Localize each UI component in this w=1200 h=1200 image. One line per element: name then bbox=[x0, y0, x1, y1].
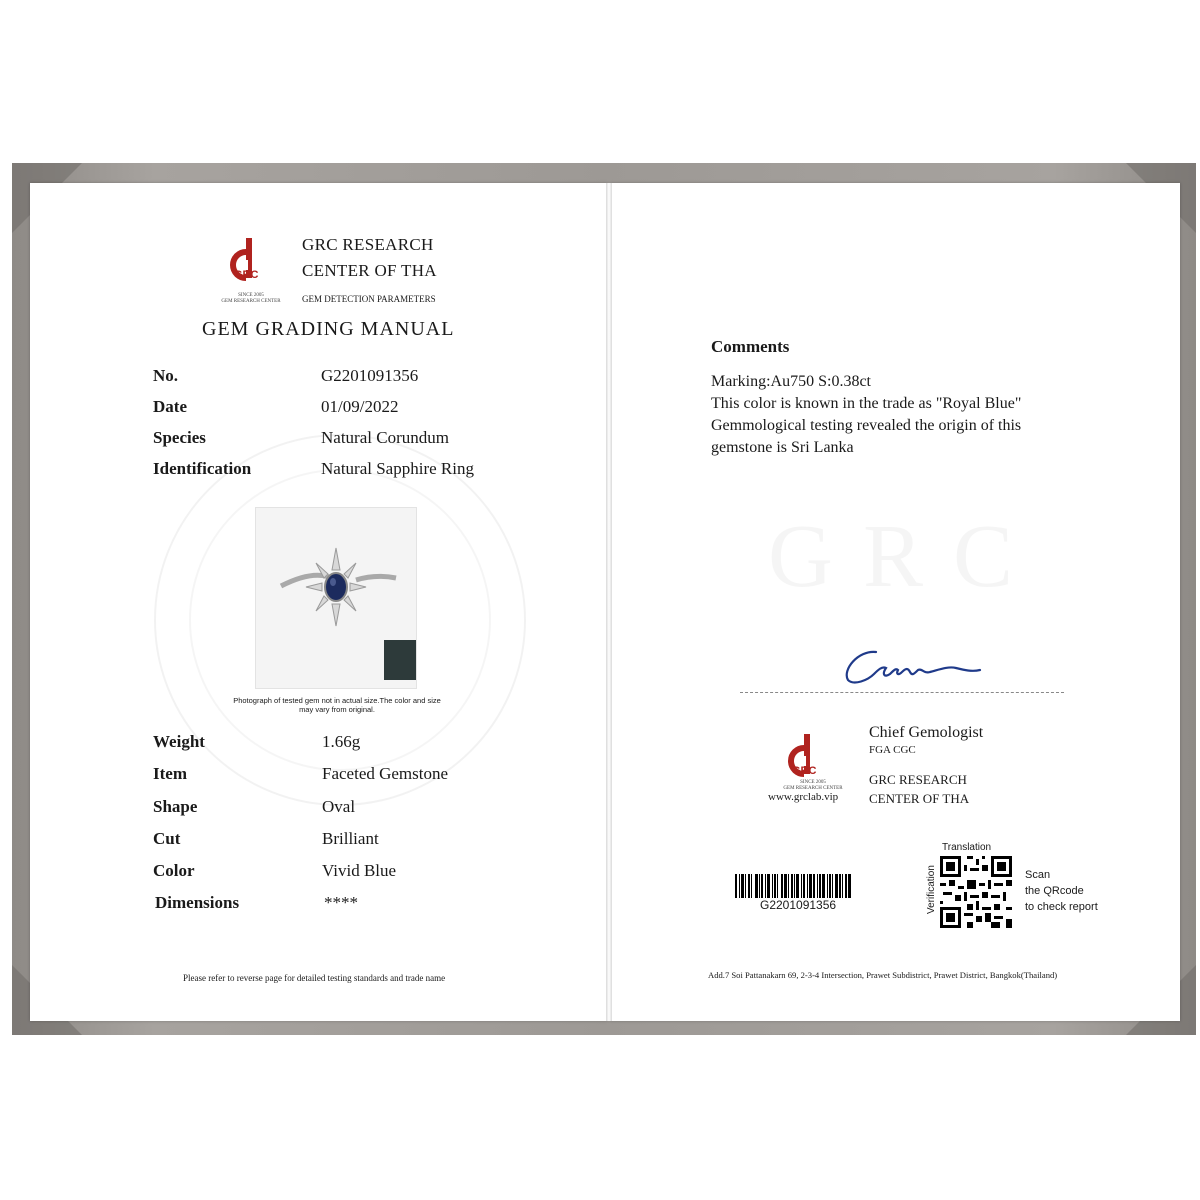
tagline: GEM DETECTION PARAMETERS bbox=[302, 294, 436, 304]
qr-code-icon bbox=[940, 856, 1012, 928]
field-label-number: No. bbox=[153, 366, 179, 385]
website-link[interactable]: www.grclab.vip bbox=[768, 791, 839, 803]
comment-line-1: Marking:Au750 S:0.38ct bbox=[711, 373, 871, 390]
barcode-number: G2201091356 bbox=[760, 898, 837, 912]
field-label-identification: Identification bbox=[153, 459, 252, 478]
detail-label-color: Color bbox=[153, 861, 195, 880]
verification-label: Verification bbox=[926, 865, 937, 914]
verification-qr-code[interactable] bbox=[940, 856, 1012, 928]
folder-spine bbox=[606, 183, 612, 1021]
comment-line-4: gemstone is Sri Lanka bbox=[711, 439, 854, 456]
field-value-identification: Natural Sapphire Ring bbox=[321, 459, 474, 478]
grc-logo bbox=[220, 238, 282, 304]
grc-logo-since: SINCE 2005 bbox=[800, 780, 826, 785]
field-value-date: 01/09/2022 bbox=[321, 397, 399, 416]
field-value-number: G2201091356 bbox=[321, 366, 419, 385]
chief-gemologist-signature bbox=[838, 642, 988, 688]
svg-text:Canie: Canie bbox=[838, 642, 841, 643]
field-label-species: Species bbox=[153, 428, 206, 447]
translation-label: Translation bbox=[942, 842, 992, 853]
sapphire-ring-image bbox=[256, 508, 416, 688]
photo-caption: Photograph of tested gem not in actual size.The color and size may vary from original. bbox=[233, 696, 441, 714]
grc-logo-text: GRC bbox=[234, 269, 259, 281]
gem-photo bbox=[255, 507, 417, 689]
detail-label-dimensions: Dimensions bbox=[155, 893, 240, 912]
detail-value-color: Vivid Blue bbox=[322, 861, 397, 880]
watermark-grc-icon bbox=[768, 505, 1043, 608]
scan-line-2: the QRcode bbox=[1025, 885, 1084, 897]
org-name-line2-right: CENTER OF THA bbox=[869, 791, 970, 806]
document-title: GEM GRADING MANUAL bbox=[202, 318, 455, 340]
field-value-species: Natural Corundum bbox=[321, 428, 449, 447]
detail-value-weight: 1.66g bbox=[322, 732, 361, 751]
scan-line-3: to check report bbox=[1025, 901, 1098, 913]
detail-value-shape: Oval bbox=[322, 797, 356, 816]
signature-line bbox=[740, 692, 1064, 693]
report-barcode bbox=[735, 874, 887, 898]
detail-label-shape: Shape bbox=[153, 797, 198, 816]
grc-logo-center: GEM RESEARCH CENTER bbox=[783, 786, 843, 791]
left-footer-note: Please refer to reverse page for detailed testing standards and trade name bbox=[183, 973, 446, 983]
comment-line-3: Gemmological testing revealed the origin of this bbox=[711, 417, 1022, 434]
detail-label-cut: Cut bbox=[153, 829, 181, 848]
detail-value-item: Faceted Gemstone bbox=[322, 764, 449, 783]
signatory-credentials: FGA CGC bbox=[869, 744, 916, 756]
detail-value-dimensions: **** bbox=[324, 893, 358, 912]
grc-logo-center: GEM RESEARCH CENTER bbox=[221, 299, 281, 304]
scan-line-1: Scan bbox=[1025, 869, 1051, 881]
org-name-line1: GRC RESEARCH bbox=[302, 235, 434, 254]
org-name-line1-right: GRC RESEARCH bbox=[869, 772, 967, 787]
org-name-line2: CENTER OF THA bbox=[302, 261, 437, 280]
comments-heading: Comments bbox=[711, 337, 790, 356]
detail-value-cut: Brilliant bbox=[322, 829, 379, 848]
detail-label-weight: Weight bbox=[153, 732, 205, 751]
detail-label-item: Item bbox=[153, 764, 187, 783]
lab-address: Add.7 Soi Pattanakarn 69, 2-3-4 Intersection, Prawet Subdistrict, Prawet District, Bangkok(Thailand) bbox=[708, 970, 1058, 980]
signatory-role: Chief Gemologist bbox=[869, 724, 984, 741]
grc-logo-since: SINCE 2005 bbox=[238, 293, 264, 298]
field-label-date: Date bbox=[153, 397, 187, 416]
grc-logo-text: GRC bbox=[792, 765, 817, 777]
comment-line-2: This color is known in the trade as "Royal Blue" bbox=[711, 395, 1022, 412]
